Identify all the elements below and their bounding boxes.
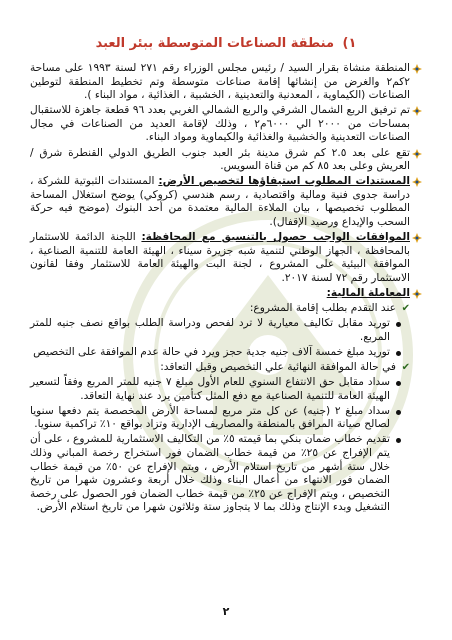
list-item-text: تقديم خطاب ضمان بنكي بما قيمته ٥٪ من التكاليف الاستثمارية للمشروع ، على أن يتم الإفراج عن ٢٥٪ من قيمة خطاب الضمان فور استخراج رخصة المباني وذلك خلال ستة أشهر من تاريخ استلام الأرض ، ويتم الإفراج عن ٥٠٪ من قيمة خطاب الضمان فور الانتهاء من أعمال البناء وذلك خلال أربعة وعشرون شهرا من تاريخ التخصيص ، ويتم الإفراج عن ٢٥٪ من قيمة خطاب الضمان فور الحصول على رخصة التشغيل وبدء الإنتاج وذلك بما لا يتجاوز ستة وثلاثون شهرا من تاريخ استلام الأرض. [30,433,391,514]
bullet-dot-icon [396,322,401,327]
approvals-label: الموافقات الواجب حصول بالتنسيق مع المحافظة: [141,231,410,244]
list-item [30,346,404,360]
title-number: ١) [342,36,357,51]
documents-text: المستندات الثبوتية للشركة ، دراسة جدوى فنية ومالية واقتصادية ، رسم هندسي (كروكي) يوضح استغلال المساحة المطلوب تخصيصها ، بيان الملاءة المالية معتمدة من أحد البنوك (موضح فيه حركة السحب والإيداع ورصيد الإقفال). [30,175,410,229]
paragraph-financial [30,287,422,301]
list-item-text: توريد مبلغ خمسة آلاف جنيه جدية حجز ويرد في حالة عدم الموافقة على التخصيص [33,345,390,358]
paragraph-documents [30,175,422,229]
bullet-dot-icon [396,351,401,356]
list-item [30,376,404,403]
submission-heading-text: عند التقدم بطلب إقامة المشروع: [249,302,396,315]
bullet-icon [412,149,422,159]
checkmark-icon: ✔ [401,361,410,373]
paragraph-approvals [30,231,422,285]
documents-label: المستندات المطلوب استيفاؤها لتخصيص الأرض: [158,175,410,188]
financial-label: المعاملة المالية: [326,287,410,299]
bullet-icon [412,106,422,116]
paragraph-text: تقع على بعد ٢.٥ كم شرق مدينة بئر العبد جنوب الطريق الدولي القنطرة شرق / العريش وعلى بعد ٨٥ كم من قناة السويس. [30,146,410,173]
list-item [30,433,404,515]
page-number: ٢ [222,605,230,618]
title-text: منطقة الصناعات المتوسطة ببئر العبد [95,36,334,51]
approval-heading-text: في حالة الموافقة النهائية علي التخصيص وقبل التعاقد: [160,360,396,373]
paragraph-location [30,147,422,174]
list-item [30,317,404,344]
bullet-dot-icon [396,410,401,415]
paragraph-plots [30,104,422,145]
paragraph-text: المنطقة منشاة بقرار السيد / رئيس مجلس الوزراء رقم ٢٧١ لسنة ١٩٩٣ على مساحة ٢كم٢ والغرض من إنشائها إقامة صناعات متوسطة وتم تخطيط المنطقة لتوطين الصناعات (الكيماوية ، المعدنية والتعدينية ، الخشبية ، الغذائية ، مواد البناء ). [30,62,410,102]
list-item [30,405,404,432]
paragraph-establishment [30,62,422,103]
submission-heading [30,302,412,316]
list-item-text: توريد مقابل تكاليف معيارية لا ترد لفحص ودراسة الطلب بواقع نصف جنيه للمتر المربع. [30,317,390,343]
bullet-icon [412,233,422,243]
bullet-icon [412,177,422,187]
document-body [30,62,422,517]
bullet-dot-icon [396,438,401,443]
list-item-text: سداد مقابل حق الانتفاع السنوي للعام الأول مبلغ ٧ جنيه للمتر المربع وفقاً لتسعير الهيئة العامة للتنمية الصناعية مع دفع المثل كتأمين يرد عند نهاية التعاقد. [30,376,390,402]
list-item-text: سداد مبلغ ٢ (جنيه) عن كل متر مربع لمساحة الأرض المخصصة يتم دفعها سنويا لصالح صيانة المرافق بالمنطقة والمصاريف الإدارية وتزاد بواقع ١٠٪ تراكمية سنويا. [30,404,390,431]
bullet-dot-icon [396,381,401,386]
approvals-text: اللجنة الدائمة للاستثمار بالمحافظة ، الجهاز الوطني لتنمية شبه جزيرة سيناء ، الهيئة العامة للتنمية الصناعية ، الموافقة البيئية على المشروع ، لجنة البت والهيئة العامة للاستثمار وفقا لقانون الاستثمار رقم ٧٢ لسنة ٢٠١٧. [30,231,410,284]
bullet-icon [412,64,422,74]
bullet-icon [412,289,422,299]
checkmark-icon: ✔ [401,303,410,315]
page-title [0,36,452,51]
approval-heading [30,361,412,375]
paragraph-text: تم ترفيق الربع الشمال الشرقي والربع الشمالي الغربي بعدد ٩٦ قطعة جاهزة للاستقبال بمساحات من ٢٠٠٠ الي ٦٠٠٠م٢ ، وذلك لإقامة العديد من الصناعات في مجال الصناعات التعدينية والخشبية والغذائية والكيماوية ومواد البناء. [30,104,410,144]
